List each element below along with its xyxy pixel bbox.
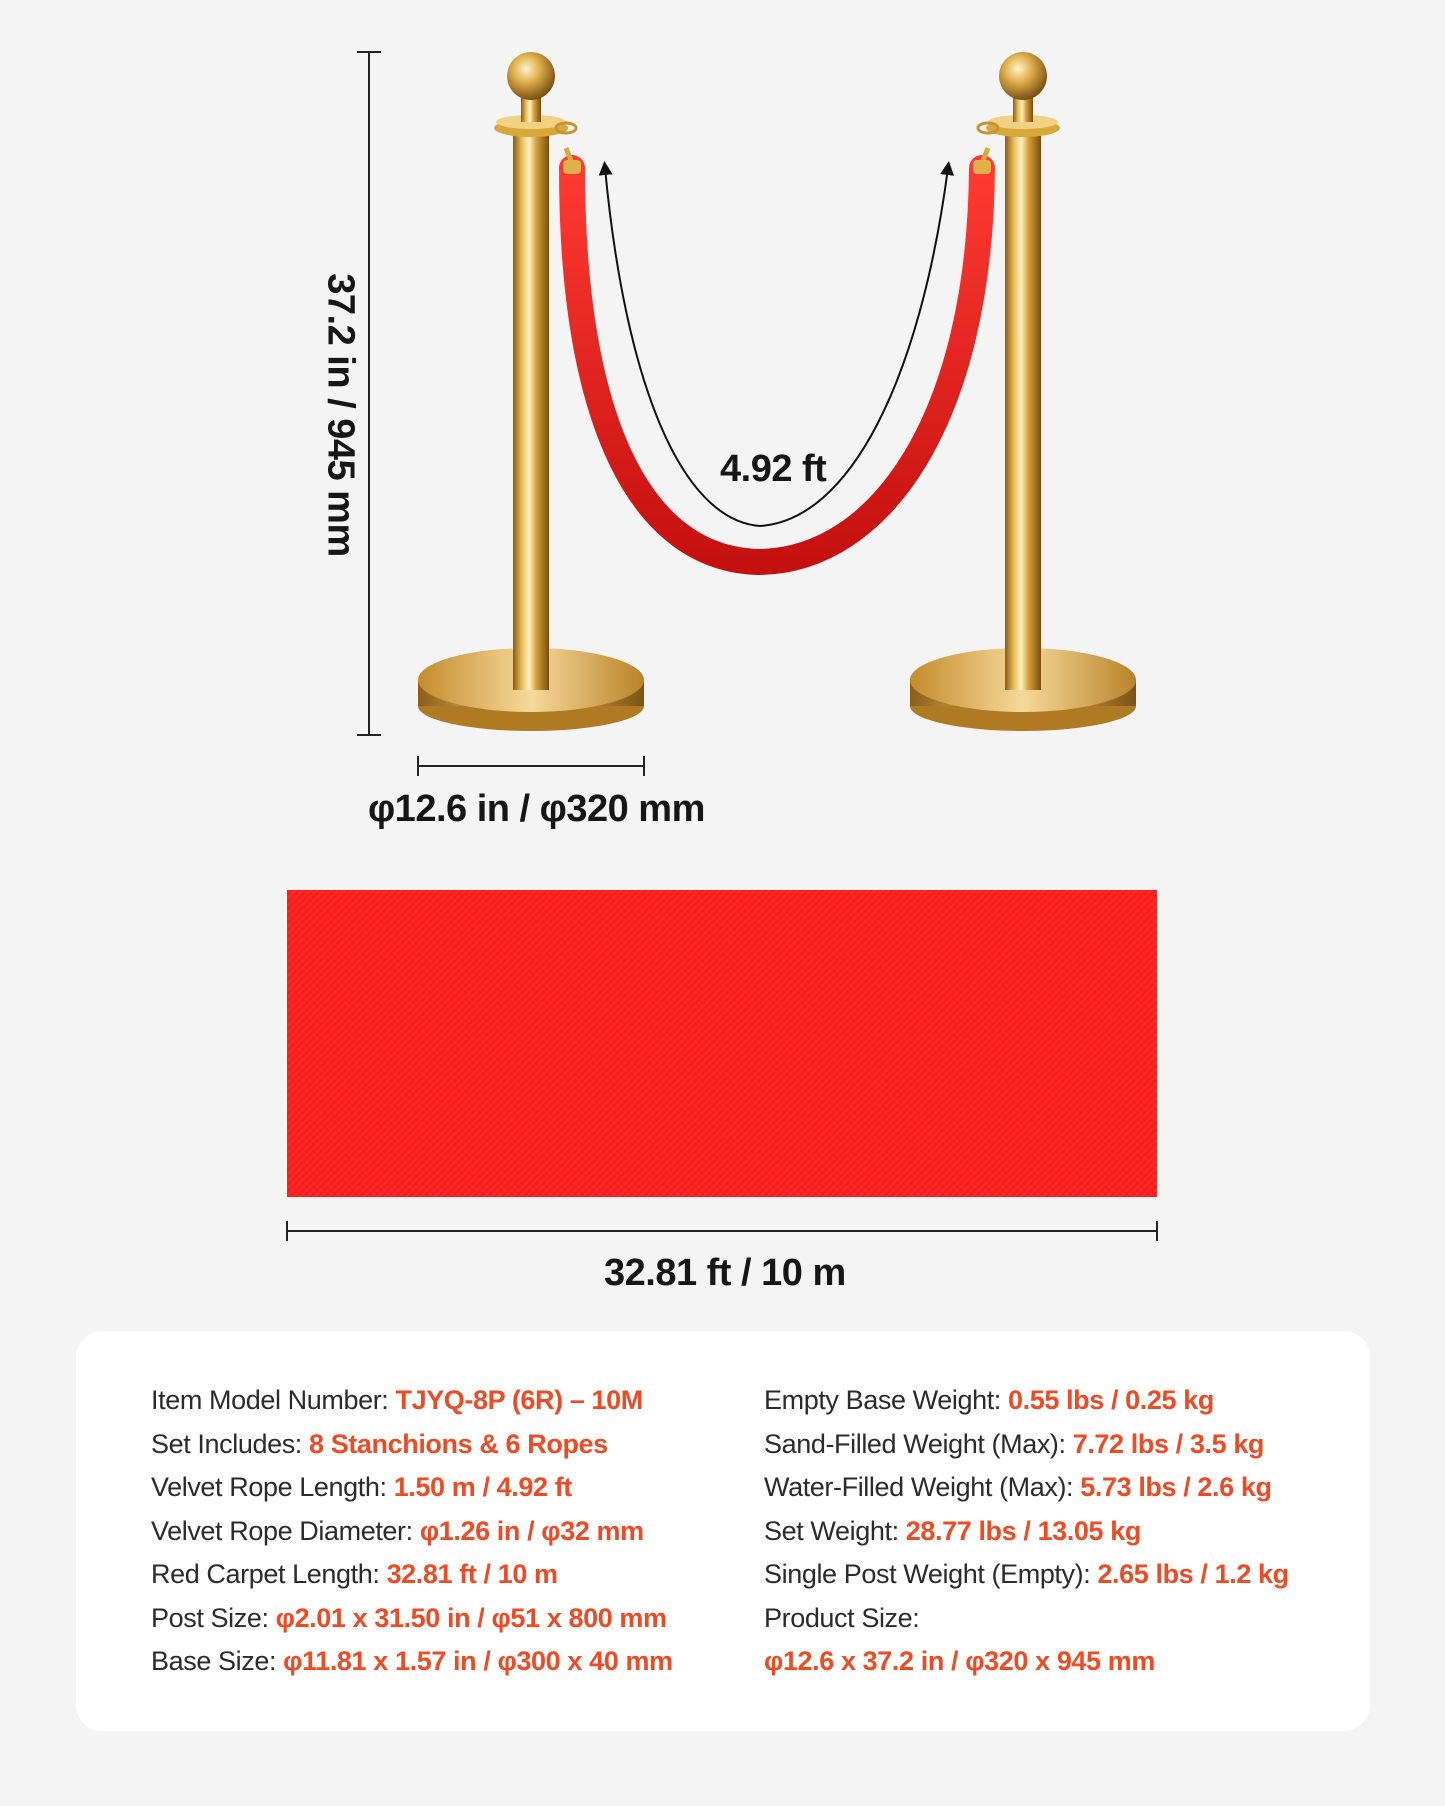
base-diameter-label: φ12.6 in / φ320 mm <box>368 788 705 830</box>
spec-base-size: Base Size: φ11.81 x 1.57 in / φ300 x 40 mm <box>151 1646 673 1676</box>
spec-product-size-label: Product Size: <box>764 1602 920 1633</box>
velvet-rope <box>563 148 991 562</box>
height-label: 37.2 in / 945 mm <box>319 273 362 557</box>
spec-set-weight: Set Weight: 28.77 lbs / 13.05 kg <box>764 1515 1141 1546</box>
spec-water-filled-weight: Water-Filled Weight (Max): 5.73 lbs / 2.6 kg <box>764 1472 1272 1502</box>
rope-length-label: 4.92 ft <box>720 448 827 490</box>
spec-post-size: Post Size: φ2.01 x 31.50 in / φ51 x 800 mm <box>151 1602 667 1633</box>
spec-set-includes: Set Includes: 8 Stanchions & 6 Ropes <box>151 1428 608 1459</box>
specs-panel <box>76 1331 1370 1731</box>
carpet-length-label: 32.81 ft / 10 m <box>604 1252 846 1294</box>
spec-model-number: Item Model Number: TJYQ-8P (6R) – 10M <box>151 1385 643 1415</box>
spec-product-size-value: φ12.6 x 37.2 in / φ320 x 945 mm <box>764 1646 1155 1676</box>
spec-carpet-length: Red Carpet Length: 32.81 ft / 10 m <box>151 1559 558 1589</box>
spec-sand-filled-weight: Sand-Filled Weight (Max): 7.72 lbs / 3.5 kg <box>764 1428 1265 1459</box>
spec-rope-length: Velvet Rope Length: 1.50 m / 4.92 ft <box>151 1472 572 1502</box>
left-stanchion <box>418 52 644 731</box>
spec-empty-base-weight: Empty Base Weight: 0.55 lbs / 0.25 kg <box>764 1385 1214 1415</box>
red-carpet <box>287 890 1157 1197</box>
base-diameter-line <box>418 756 644 776</box>
specs-right-column <box>764 1379 1289 1684</box>
spec-rope-diameter: Velvet Rope Diameter: φ1.26 in / φ32 mm <box>151 1515 644 1546</box>
specs-left-column <box>151 1379 673 1684</box>
spec-single-post-weight: Single Post Weight (Empty): 2.65 lbs / 1.2 kg <box>764 1559 1289 1589</box>
carpet-length-line <box>287 1221 1157 1241</box>
